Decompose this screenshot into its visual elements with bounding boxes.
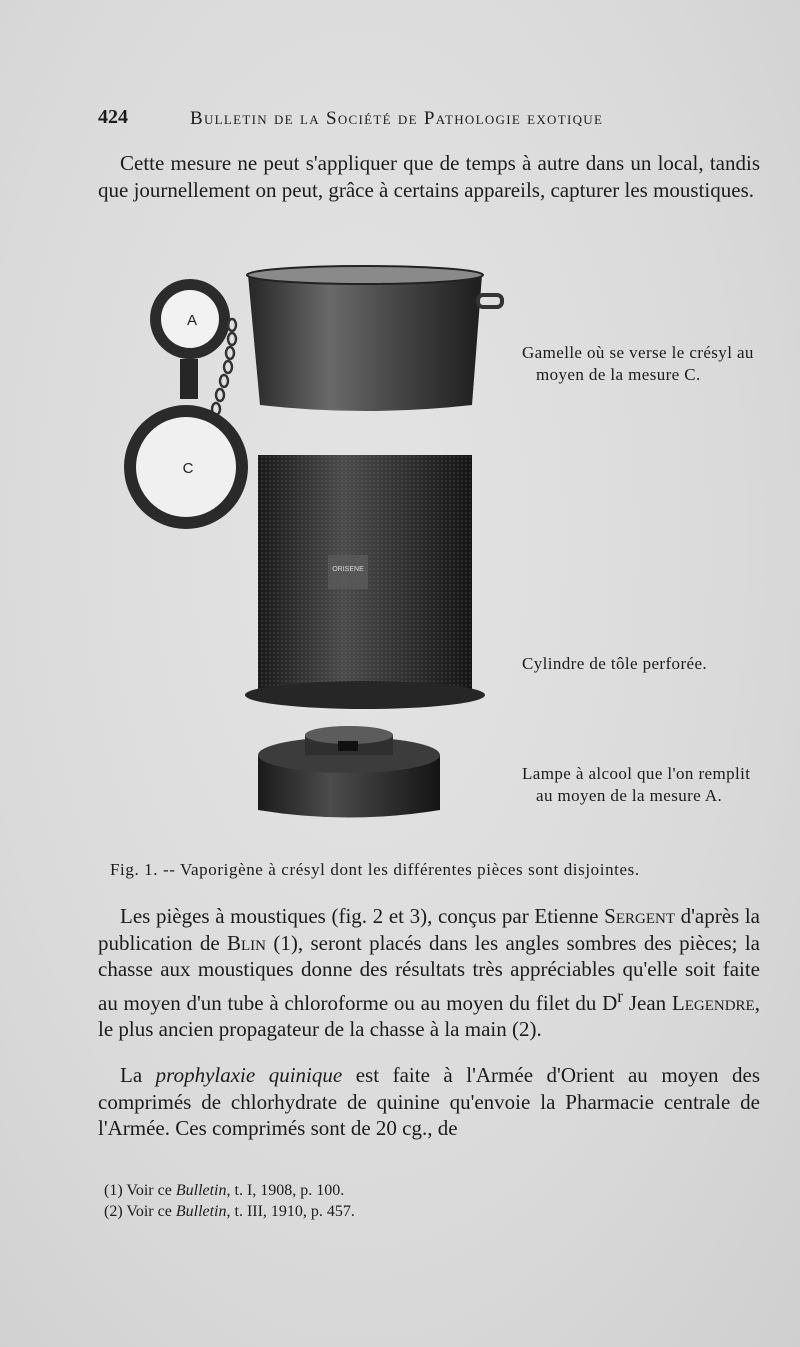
footnote-mark: (2) xyxy=(104,1203,123,1220)
footnote-mark: (1) xyxy=(104,1182,123,1199)
footnote-text: Voir ce xyxy=(122,1182,176,1199)
page-number: 424 xyxy=(98,106,128,128)
label-a: A xyxy=(186,312,198,329)
label-c: C xyxy=(182,460,194,477)
running-title: Bulletin de la Société de Pathologie exotique xyxy=(190,108,604,129)
figure-caption: Fig. 1. -- Vaporigène à crésyl dont les différentes pièces sont disjointes. xyxy=(110,860,640,879)
footnote-journal: Bulletin xyxy=(175,1203,227,1220)
page-header xyxy=(98,106,708,132)
gamelle-pot xyxy=(247,266,502,411)
p2-text-4: Jean xyxy=(623,990,672,1015)
alcohol-lamp xyxy=(258,726,440,818)
cylinder-stamp: ORISENE xyxy=(332,566,364,573)
paragraph-1: Cette mesure ne peut s'appliquer que de temps à autre dans un local, tandis que journellement on peut, grâce à certains appareils, capturer les moustiques. xyxy=(98,151,760,202)
footnote-1 xyxy=(104,1180,355,1201)
measure-a xyxy=(150,279,230,399)
author-sergent: Sergent xyxy=(604,904,675,928)
p2-text-5: , le plus ancien propagateur de la chasse à la main (2). xyxy=(98,990,760,1041)
footnote-text: , t. I, 1908, p. 100. xyxy=(226,1182,345,1199)
paragraph-3 xyxy=(98,1062,760,1142)
p2-text-1: Les pièges à moustiques (fig. 2 et 3), conçus par Etienne xyxy=(120,904,605,928)
p2-text-3: (1), seront placés dans les angles sombres des pièces; la chasse aux moustiques donne des résultats très appréciables qu'elle soit faite au moyen d'un tube à chloroforme ou au moyen du filet du D xyxy=(98,930,760,1015)
perforated-cylinder xyxy=(245,455,485,709)
footnote-text: Voir ce xyxy=(122,1203,176,1220)
footnotes xyxy=(104,1180,355,1222)
callout-gamelle: Gamelle où se verse le crésyl au moyen de la mesure C. xyxy=(522,343,754,384)
doctor-superscript: r xyxy=(617,985,624,1006)
footnote-2 xyxy=(104,1201,355,1222)
p3-italic-term: prophylaxie quinique xyxy=(155,1063,343,1087)
callout-lampe: Lampe à alcool que l'on remplit au moyen de la mesure A. xyxy=(522,764,751,805)
figure-vaporigene xyxy=(120,255,760,855)
p3-text-1: La xyxy=(120,1063,156,1087)
paragraph-2 xyxy=(98,903,760,1043)
vaporigene-photo xyxy=(120,255,520,835)
footnote-text: , t. III, 1910, p. 457. xyxy=(226,1203,355,1220)
p2-text-2: d'après la publication de xyxy=(98,904,760,955)
author-legendre: Legendre xyxy=(671,990,755,1015)
measure-c xyxy=(124,405,248,529)
footnote-journal: Bulletin xyxy=(175,1182,227,1199)
author-blin: Blin xyxy=(227,930,267,955)
callout-cylindre: Cylindre de tôle perforée. xyxy=(522,654,708,673)
p3-text-2: est faite à l'Armée d'Orient au moyen des comprimés de chlorhydrate de quinine qu'envoie la Pharmacie centrale de l'Armée. Ces comprimés sont de 20 cg., de xyxy=(98,1063,761,1140)
